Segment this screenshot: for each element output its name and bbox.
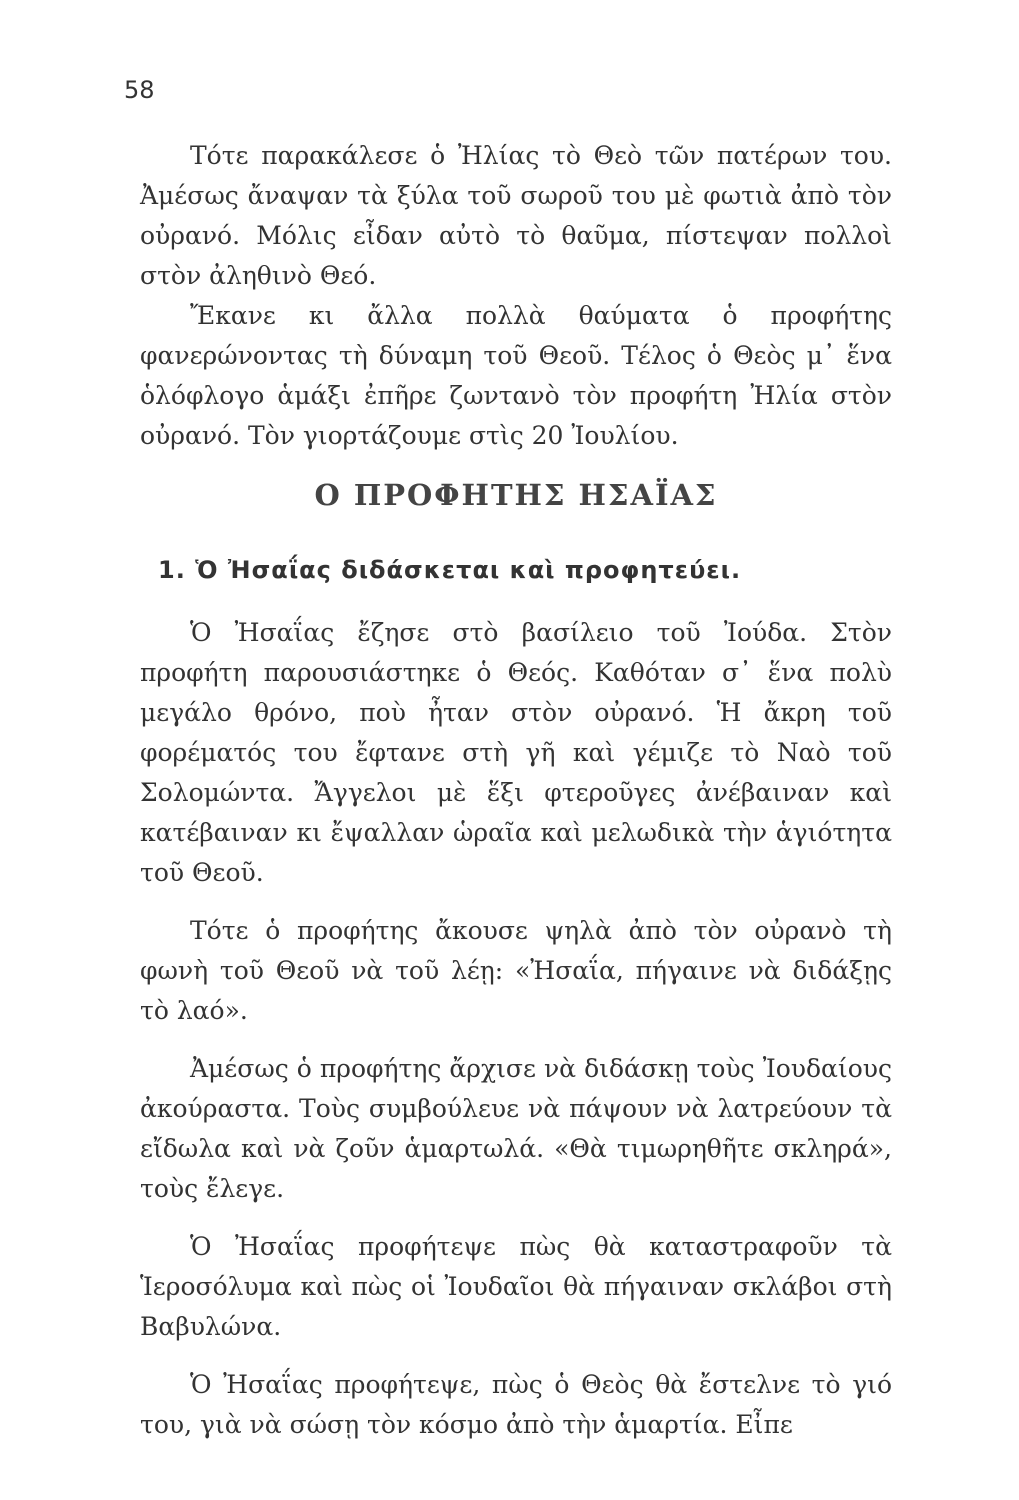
paragraph: Ἀμέσως ὁ προφήτης ἄρχισε νὰ διδάσκῃ τοὺς Ἰουδαίους ἀκούραστα. Τοὺς συμβούλευε νὰ πάψουν νὰ λατρεύουν τὰ εἴδωλα καὶ νὰ ζοῦν ἁμαρτωλά. «Θὰ τιμωρηθῆτε σκληρά», τοὺς ἔλεγε. — [140, 1054, 892, 1203]
paragraph: Τότε παρακάλεσε ὁ Ἠλίας τὸ Θεὸ τῶν πατέρων του. Ἀμέσως ἄναψαν τὰ ξύλα τοῦ σωροῦ του μὲ φωτιὰ ἀπὸ τὸν οὐρανό. Μόλις εἶδαν αὐτὸ τὸ θαῦμα, πίστεψαν πολλοὶ στὸν ἀληθινὸ Θεό. — [140, 141, 892, 290]
page-number: 58 — [124, 76, 155, 104]
section-heading: 1. Ὁ Ἠσαΐας διδάσκεται καὶ προφητεύει. — [158, 556, 742, 584]
paragraph: Ὁ Ἠσαΐας προφήτεψε πὼς θὰ καταστραφοῦν τὰ Ἱεροσόλυμα καὶ πὼς οἱ Ἰουδαῖοι θὰ πήγαιναν σκλάβοι στὴ Βαβυλώνα. — [140, 1232, 892, 1341]
paragraph: Τότε ὁ προφήτης ἄκουσε ψηλὰ ἀπὸ τὸν οὐρανὸ τὴ φωνὴ τοῦ Θεοῦ νὰ τοῦ λέῃ: «Ἠσαΐα, πήγαινε νὰ διδάξῃς τὸ λαό». — [140, 916, 892, 1025]
paragraph: Ὁ Ἠσαΐας προφήτεψε, πὼς ὁ Θεὸς θὰ ἔστελνε τὸ γιό του, γιὰ νὰ σώσῃ τὸν κόσμο ἀπὸ τὴν ἁμαρτία. Εἶπε — [140, 1370, 892, 1439]
chapter-title: Ο ΠΡΟΦΗΤΗΣ ΗΣΑΪΑΣ — [314, 478, 718, 512]
top-text-block — [140, 136, 892, 456]
paragraph: Ὁ Ἠσαΐας ἔζησε στὸ βασίλειο τοῦ Ἰούδα. Στὸν προφήτη παρουσιάστηκε ὁ Θεός. Καθόταν σ᾽ ἕνα πολὺ μεγάλο θρόνο, ποὺ ἦταν στὸν οὐρανό. Ἡ ἄκρη τοῦ φορέματός του ἔφτανε στὴ γῆ καὶ γέμιζε τὸ Ναὸ τοῦ Σολομώντα. Ἄγγελοι μὲ ἕξι φτεροῦγες ἀνέβαιναν καὶ κατέβαιναν κι ἔψαλλαν ὡραῖα καὶ μελωδικὰ τὴν ἁγιότητα τοῦ Θεοῦ. — [140, 618, 892, 887]
paragraph: Ἔκανε κι ἄλλα πολλὰ θαύματα ὁ προφήτης φανερώνοντας τὴ δύναμη τοῦ Θεοῦ. Τέλος ὁ Θεὸς μ᾽ ἕνα ὁλόφλογο ἁμάξι ἐπῆρε ζωντανὸ τὸν προφήτη Ἠλία στὸν οὐρανό. Τὸν γιορτάζουμε στὶς 20 Ἰουλίου. — [140, 301, 892, 450]
body-text-block — [140, 613, 892, 1445]
